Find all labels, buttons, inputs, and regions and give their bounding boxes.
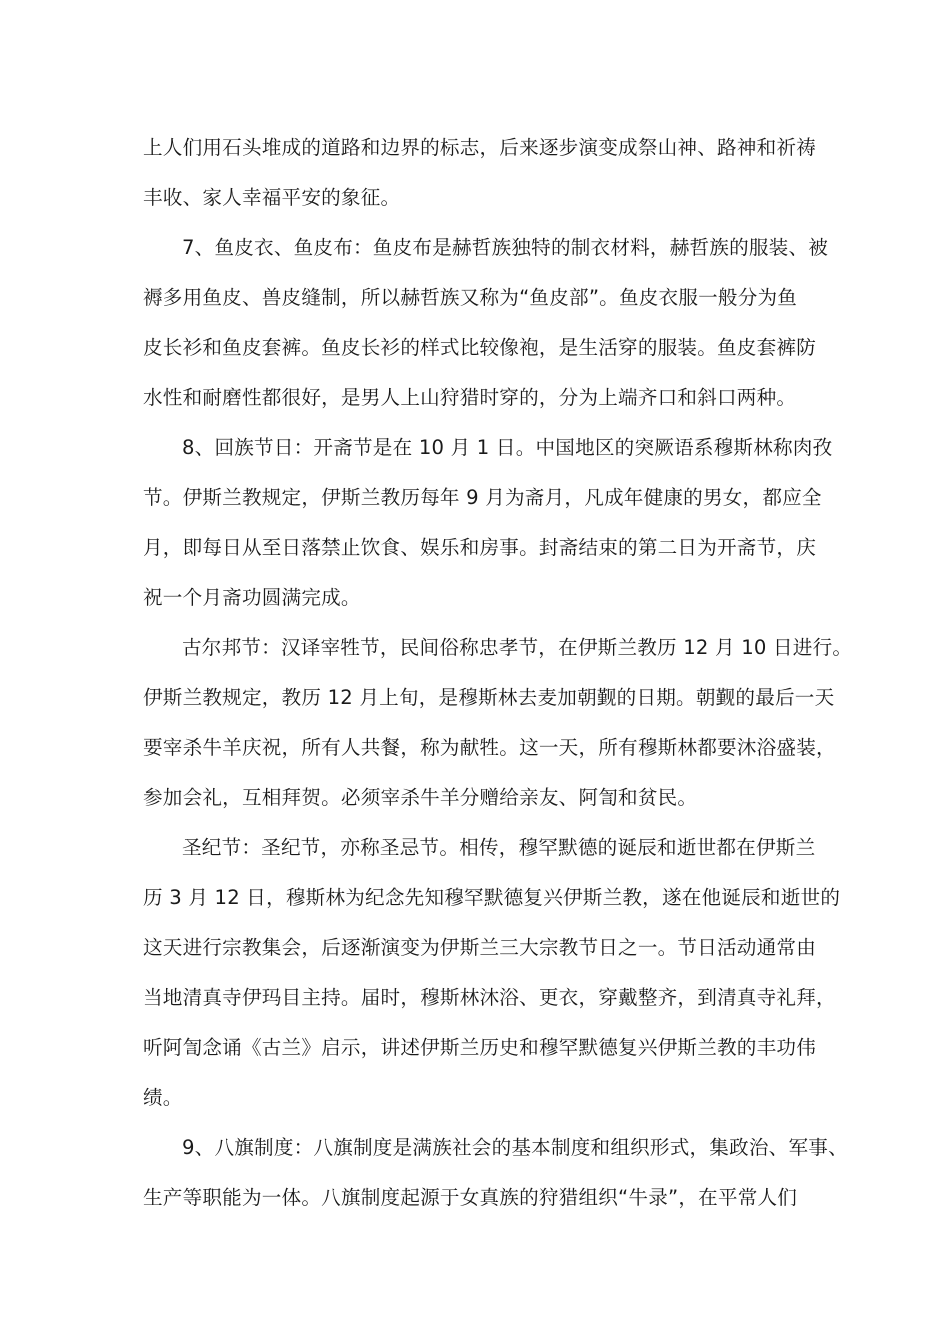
text-line: 伊斯兰教规定，教历 12 月上旬，是穆斯林去麦加朝觐的日期。朝觐的最后一天 xyxy=(143,686,835,709)
text-line: 当地清真寺伊玛目主持。届时，穆斯林沐浴、更衣，穿戴整齐，到清真寺礼拜， xyxy=(143,986,836,1009)
text-line: 这天进行宗教集会，后逐渐演变为伊斯兰三大宗教节日之一。节日活动通常由 xyxy=(143,936,816,959)
text-line: 上人们用石头堆成的道路和边界的标志，后来逐步演变成祭山神、路神和祈祷 xyxy=(143,136,816,159)
text-line: 历 3 月 12 日，穆斯林为纪念先知穆罕默德复兴伊斯兰教，遂在他诞辰和逝世的 xyxy=(143,886,841,909)
text-line: 古尔邦节：汉译宰牲节，民间俗称忠孝节，在伊斯兰教历 12 月 10 日进行。 xyxy=(182,636,853,659)
text-line: 褥多用鱼皮、兽皮缝制，所以赫哲族又称为“鱼皮部”。鱼皮衣服一般分为鱼 xyxy=(143,286,798,309)
text-line: 参加会礼，互相拜贺。必须宰杀牛羊分赠给亲友、阿訇和贫民。 xyxy=(143,786,698,809)
text-line: 圣纪节：圣纪节，亦称圣忌节。相传，穆罕默德的诞辰和逝世都在伊斯兰 xyxy=(182,836,816,859)
text-line: 节。伊斯兰教规定，伊斯兰教历每年 9 月为斋月，凡成年健康的男女，都应全 xyxy=(143,486,822,509)
text-line: 要宰杀牛羊庆祝，所有人共餐，称为献牲。这一天，所有穆斯林都要沐浴盛装， xyxy=(143,736,836,759)
text-line: 皮长衫和鱼皮套裤。鱼皮长衫的样式比较像袍，是生活穿的服装。鱼皮套裤防 xyxy=(143,336,816,359)
text-line: 8、回族节日：开斋节是在 10 月 1 日。中国地区的突厥语系穆斯林称肉孜 xyxy=(182,436,833,459)
text-line: 听阿訇念诵《古兰》启示，讲述伊斯兰历史和穆罕默德复兴伊斯兰教的丰功伟 xyxy=(143,1036,816,1059)
text-line: 9、八旗制度：八旗制度是满族社会的基本制度和组织形式，集政治、军事、 xyxy=(182,1136,848,1159)
text-line: 祝一个月斋功圆满完成。 xyxy=(143,586,361,609)
text-line: 水性和耐磨性都很好，是男人上山狩猎时穿的，分为上端齐口和斜口两种。 xyxy=(143,386,797,409)
text-line: 7、鱼皮衣、鱼皮布：鱼皮布是赫哲族独特的制衣材料，赫哲族的服装、被 xyxy=(182,236,829,259)
text-line: 月，即每日从至日落禁止饮食、娱乐和房事。封斋结束的第二日为开斋节，庆 xyxy=(143,536,816,559)
text-line: 绩。 xyxy=(143,1086,183,1109)
text-line: 丰收、家人幸福平安的象征。 xyxy=(143,186,401,209)
text-line: 生产等职能为一体。八旗制度起源于女真族的狩猎组织“牛录”，在平常人们 xyxy=(143,1186,798,1209)
